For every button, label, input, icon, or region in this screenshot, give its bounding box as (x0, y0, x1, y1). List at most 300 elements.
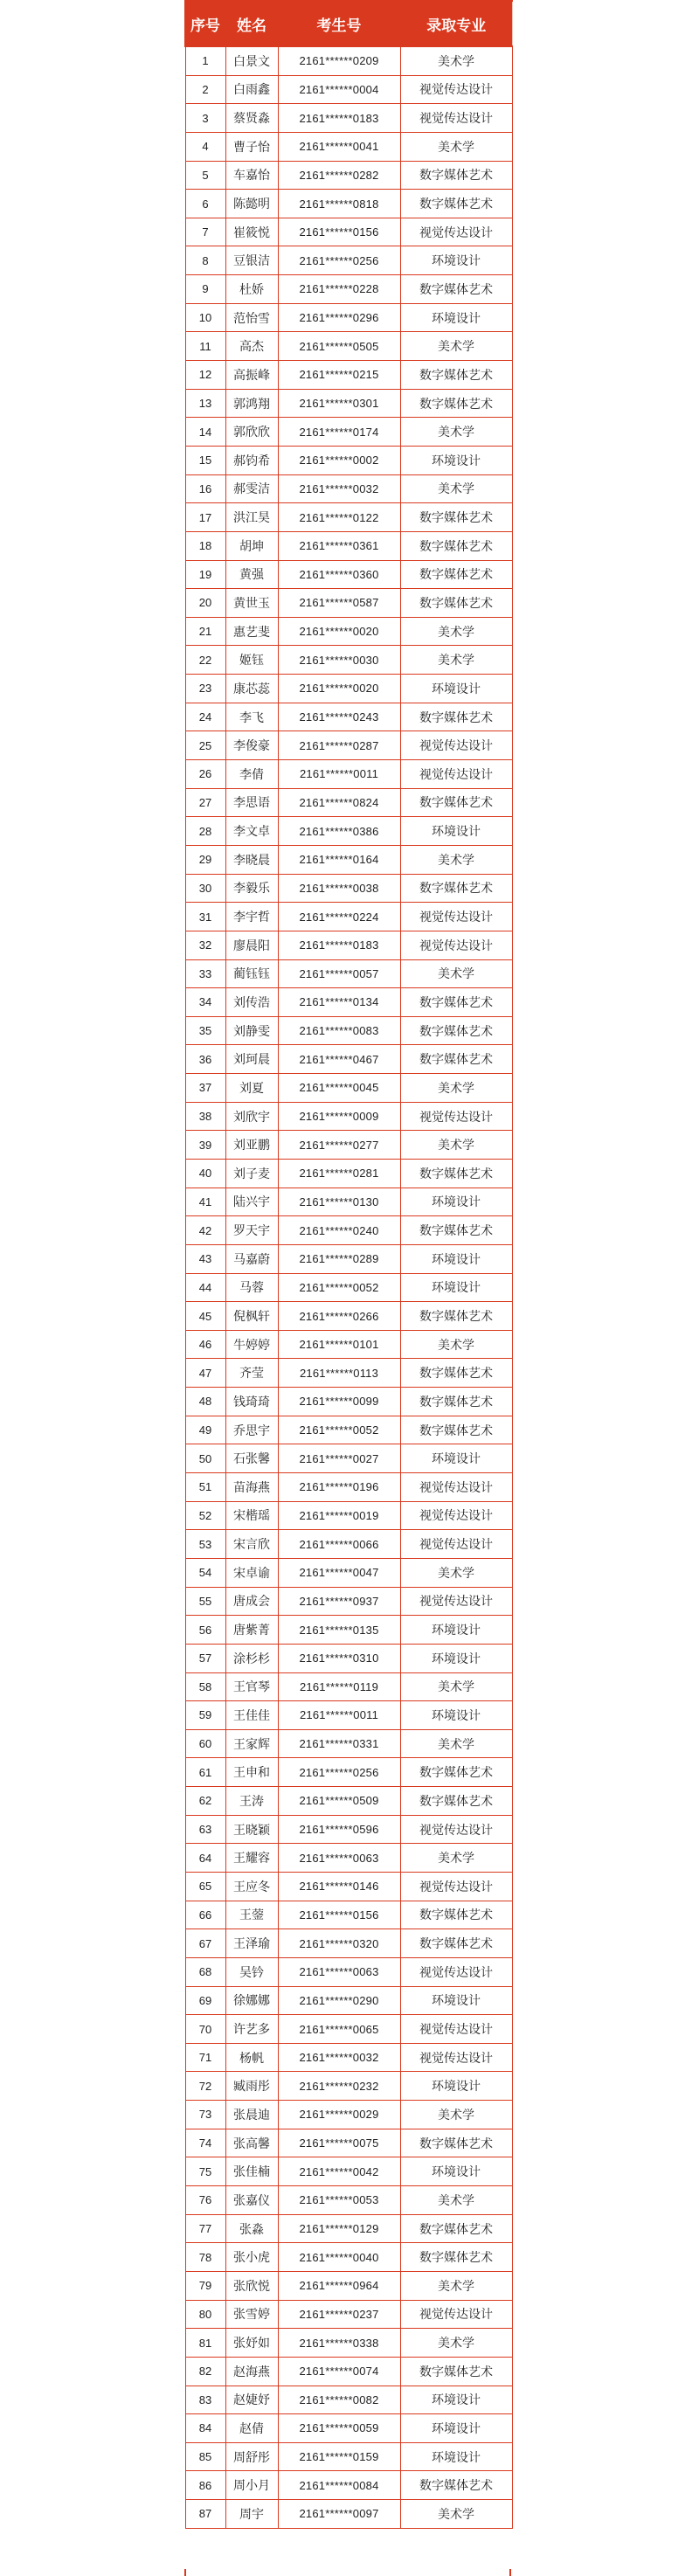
row-index: 5 (185, 161, 225, 190)
exam-id: 2161******0287 (278, 731, 400, 760)
major: 视觉传达设计 (400, 218, 512, 246)
row-index: 50 (185, 1444, 225, 1473)
major: 数字媒体艺术 (400, 190, 512, 218)
student-name: 周小月 (225, 2471, 278, 2500)
exam-id: 2161******0011 (278, 760, 400, 789)
table-row (185, 2271, 512, 2300)
exam-id: 2161******0074 (278, 2357, 400, 2386)
row-index: 12 (185, 361, 225, 390)
exam-id: 2161******0075 (278, 2129, 400, 2157)
header-index: 序号 (185, 1, 225, 46)
row-index: 87 (185, 2500, 225, 2529)
student-name: 倪枫轩 (225, 1302, 278, 1331)
row-index: 39 (185, 1131, 225, 1160)
row-index: 59 (185, 1701, 225, 1730)
major: 环境设计 (400, 1644, 512, 1672)
major: 数字媒体艺术 (400, 703, 512, 731)
table-row (185, 1701, 512, 1730)
major: 美术学 (400, 2271, 512, 2300)
student-name: 臧雨彤 (225, 2072, 278, 2101)
student-name: 王申和 (225, 1758, 278, 1787)
student-name: 李倩 (225, 760, 278, 789)
student-name: 高振峰 (225, 361, 278, 390)
student-name: 曹子怡 (225, 132, 278, 161)
table-row (185, 788, 512, 817)
table-row (185, 1330, 512, 1359)
table-row (185, 2357, 512, 2386)
student-name: 赵婕妤 (225, 2386, 278, 2414)
major: 数字媒体艺术 (400, 1216, 512, 1245)
row-index: 4 (185, 132, 225, 161)
exam-id: 2161******0159 (278, 2442, 400, 2471)
exam-id: 2161******0596 (278, 1815, 400, 1844)
major: 数字媒体艺术 (400, 1159, 512, 1188)
row-index: 60 (185, 1729, 225, 1758)
major: 数字媒体艺术 (400, 788, 512, 817)
table-row (185, 1901, 512, 1929)
row-index: 21 (185, 617, 225, 646)
row-index: 30 (185, 874, 225, 903)
table-row (185, 1986, 512, 2015)
row-index: 67 (185, 1929, 225, 1958)
row-index: 63 (185, 1815, 225, 1844)
exam-id: 2161******0256 (278, 1758, 400, 1787)
table-row (185, 1302, 512, 1331)
major: 数字媒体艺术 (400, 2243, 512, 2272)
table-row (185, 1587, 512, 1616)
exam-id: 2161******0065 (278, 2015, 400, 2044)
row-index: 43 (185, 1244, 225, 1273)
row-index: 9 (185, 275, 225, 304)
table-row (185, 617, 512, 646)
exam-id: 2161******0386 (278, 817, 400, 846)
row-index: 40 (185, 1159, 225, 1188)
row-index: 53 (185, 1530, 225, 1559)
row-index: 81 (185, 2329, 225, 2358)
student-name: 刘传浩 (225, 988, 278, 1017)
student-name: 赵海燕 (225, 2357, 278, 2386)
major: 美术学 (400, 1330, 512, 1359)
row-index: 54 (185, 1558, 225, 1587)
student-name: 王应冬 (225, 1873, 278, 1901)
row-index: 78 (185, 2243, 225, 2272)
row-index: 13 (185, 389, 225, 418)
exam-id: 2161******0146 (278, 1873, 400, 1901)
table-row (185, 303, 512, 332)
row-index: 41 (185, 1188, 225, 1216)
major: 美术学 (400, 46, 512, 75)
table-row (185, 817, 512, 846)
student-name: 范怡雪 (225, 303, 278, 332)
major: 美术学 (400, 2329, 512, 2358)
table-row (185, 560, 512, 589)
exam-id: 2161******0029 (278, 2101, 400, 2129)
row-index: 85 (185, 2442, 225, 2471)
row-index: 49 (185, 1416, 225, 1444)
exam-id: 2161******0361 (278, 531, 400, 560)
table-row (185, 1501, 512, 1530)
exam-id: 2161******0052 (278, 1416, 400, 1444)
exam-id: 2161******0057 (278, 959, 400, 988)
exam-id: 2161******0030 (278, 646, 400, 675)
row-index: 14 (185, 418, 225, 447)
exam-id: 2161******0135 (278, 1616, 400, 1645)
student-name: 崔筱悦 (225, 218, 278, 246)
student-name: 黄强 (225, 560, 278, 589)
major: 美术学 (400, 1844, 512, 1873)
major: 数字媒体艺术 (400, 1016, 512, 1045)
table-row (185, 1016, 512, 1045)
table-row (185, 589, 512, 618)
exam-id: 2161******0164 (278, 845, 400, 874)
major: 数字媒体艺术 (400, 1416, 512, 1444)
student-name: 廖晨阳 (225, 931, 278, 959)
student-name: 陆兴宇 (225, 1188, 278, 1216)
major: 数字媒体艺术 (400, 1901, 512, 1929)
exam-id: 2161******0038 (278, 874, 400, 903)
row-index: 73 (185, 2101, 225, 2129)
major: 美术学 (400, 2101, 512, 2129)
exam-id: 2161******0009 (278, 1102, 400, 1131)
table-row (185, 1416, 512, 1444)
student-name: 郝钧希 (225, 446, 278, 474)
table-row (185, 1844, 512, 1873)
exam-id: 2161******0063 (278, 1844, 400, 1873)
table-row (185, 2072, 512, 2101)
row-index: 68 (185, 1957, 225, 1986)
table-row (185, 1074, 512, 1103)
row-index: 37 (185, 1074, 225, 1103)
row-index: 82 (185, 2357, 225, 2386)
table-row (185, 104, 512, 133)
row-index: 3 (185, 104, 225, 133)
major: 美术学 (400, 617, 512, 646)
exam-id: 2161******0004 (278, 75, 400, 104)
row-index: 79 (185, 2271, 225, 2300)
table-row (185, 2043, 512, 2072)
major: 环境设计 (400, 1188, 512, 1216)
row-index: 2 (185, 75, 225, 104)
major: 美术学 (400, 132, 512, 161)
row-index: 83 (185, 2386, 225, 2414)
exam-id: 2161******0183 (278, 104, 400, 133)
table-row (185, 446, 512, 474)
table-row (185, 1131, 512, 1160)
student-name: 李飞 (225, 703, 278, 731)
exam-id: 2161******0289 (278, 1244, 400, 1273)
table-row (185, 845, 512, 874)
student-name: 王晓颖 (225, 1815, 278, 1844)
major: 环境设计 (400, 2414, 512, 2443)
table-row (185, 1216, 512, 1245)
table-row (185, 1873, 512, 1901)
row-index: 84 (185, 2414, 225, 2443)
exam-id: 2161******0266 (278, 1302, 400, 1331)
table-row (185, 731, 512, 760)
row-index: 6 (185, 190, 225, 218)
major: 数字媒体艺术 (400, 2214, 512, 2243)
exam-id: 2161******0002 (278, 446, 400, 474)
student-name: 李思语 (225, 788, 278, 817)
row-index: 61 (185, 1758, 225, 1787)
major: 视觉传达设计 (400, 1102, 512, 1131)
exam-id: 2161******0320 (278, 1929, 400, 1958)
exam-id: 2161******0052 (278, 1273, 400, 1302)
student-name: 石张馨 (225, 1444, 278, 1473)
student-name: 惠艺斐 (225, 617, 278, 646)
exam-id: 2161******0063 (278, 1957, 400, 1986)
student-name: 张小虎 (225, 2243, 278, 2272)
student-name: 李晓晨 (225, 845, 278, 874)
exam-id: 2161******0101 (278, 1330, 400, 1359)
row-index: 55 (185, 1587, 225, 1616)
row-index: 10 (185, 303, 225, 332)
exam-id: 2161******0113 (278, 1359, 400, 1388)
row-index: 18 (185, 531, 225, 560)
major: 数字媒体艺术 (400, 2129, 512, 2157)
major: 美术学 (400, 418, 512, 447)
exam-id: 2161******0824 (278, 788, 400, 817)
student-name: 胡坤 (225, 531, 278, 560)
student-name: 乔思宇 (225, 1416, 278, 1444)
row-index: 23 (185, 675, 225, 703)
major: 环境设计 (400, 303, 512, 332)
exam-id: 2161******0040 (278, 2243, 400, 2272)
row-index: 36 (185, 1045, 225, 1074)
exam-id: 2161******0027 (278, 1444, 400, 1473)
exam-id: 2161******0047 (278, 1558, 400, 1587)
table-row (185, 132, 512, 161)
table-row (185, 46, 512, 75)
exam-id: 2161******0119 (278, 1672, 400, 1701)
table-row (185, 2214, 512, 2243)
table-row (185, 2414, 512, 2443)
major: 数字媒体艺术 (400, 1929, 512, 1958)
exam-id: 2161******0129 (278, 2214, 400, 2243)
exam-id: 2161******0964 (278, 2271, 400, 2300)
table-row (185, 2471, 512, 2500)
major: 数字媒体艺术 (400, 275, 512, 304)
student-name: 涂杉杉 (225, 1644, 278, 1672)
student-name: 蔡贤淼 (225, 104, 278, 133)
exam-id: 2161******0099 (278, 1388, 400, 1416)
student-name: 刘亚鹏 (225, 1131, 278, 1160)
major: 美术学 (400, 1074, 512, 1103)
table-header (185, 1, 512, 46)
table-row (185, 675, 512, 703)
major: 视觉传达设计 (400, 2300, 512, 2329)
major: 视觉传达设计 (400, 903, 512, 931)
row-index: 47 (185, 1359, 225, 1388)
table-row (185, 1473, 512, 1502)
major: 环境设计 (400, 2442, 512, 2471)
major: 美术学 (400, 845, 512, 874)
student-name: 马蓉 (225, 1273, 278, 1302)
table-row (185, 2329, 512, 2358)
table-row (185, 2186, 512, 2215)
student-name: 陈懿明 (225, 190, 278, 218)
student-name: 姬钰 (225, 646, 278, 675)
row-index: 58 (185, 1672, 225, 1701)
exam-id: 2161******0224 (278, 903, 400, 931)
row-index: 34 (185, 988, 225, 1017)
major: 视觉传达设计 (400, 1873, 512, 1901)
row-index: 8 (185, 246, 225, 275)
exam-id: 2161******0296 (278, 303, 400, 332)
row-index: 76 (185, 2186, 225, 2215)
student-name: 刘静雯 (225, 1016, 278, 1045)
major: 数字媒体艺术 (400, 1045, 512, 1074)
major: 视觉传达设计 (400, 1957, 512, 1986)
major: 环境设计 (400, 246, 512, 275)
major: 数字媒体艺术 (400, 2471, 512, 2500)
student-name: 蔺钰钰 (225, 959, 278, 988)
student-name: 豆银洁 (225, 246, 278, 275)
major: 美术学 (400, 332, 512, 361)
exam-id: 2161******0059 (278, 2414, 400, 2443)
student-name: 齐莹 (225, 1359, 278, 1388)
student-name: 吴钤 (225, 1957, 278, 1986)
row-index: 17 (185, 503, 225, 532)
table-row (185, 389, 512, 418)
major: 视觉传达设计 (400, 104, 512, 133)
student-name: 李毅乐 (225, 874, 278, 903)
student-name: 苗海燕 (225, 1473, 278, 1502)
major: 数字媒体艺术 (400, 589, 512, 618)
student-name: 王官琴 (225, 1672, 278, 1701)
student-name: 宋言欣 (225, 1530, 278, 1559)
student-name: 黄世玉 (225, 589, 278, 618)
exam-id: 2161******0282 (278, 161, 400, 190)
exam-id: 2161******0243 (278, 703, 400, 731)
student-name: 郭欣欣 (225, 418, 278, 447)
exam-id: 2161******0156 (278, 1901, 400, 1929)
row-index: 11 (185, 332, 225, 361)
student-name: 刘珂晨 (225, 1045, 278, 1074)
exam-id: 2161******0084 (278, 2471, 400, 2500)
table-row (185, 2500, 512, 2529)
exam-id: 2161******0277 (278, 1131, 400, 1160)
table-row (185, 1102, 512, 1131)
row-index: 20 (185, 589, 225, 618)
exam-id: 2161******0818 (278, 190, 400, 218)
table-row (185, 646, 512, 675)
row-index: 70 (185, 2015, 225, 2044)
major: 环境设计 (400, 1701, 512, 1730)
table-row (185, 1244, 512, 1273)
student-name: 宋楷瑶 (225, 1501, 278, 1530)
table-row (185, 1758, 512, 1787)
major: 环境设计 (400, 817, 512, 846)
row-index: 48 (185, 1388, 225, 1416)
exam-id: 2161******0032 (278, 474, 400, 503)
table-row (185, 531, 512, 560)
row-index: 16 (185, 474, 225, 503)
student-name: 钱琦琦 (225, 1388, 278, 1416)
exam-id: 2161******0032 (278, 2043, 400, 2072)
major: 环境设计 (400, 1273, 512, 1302)
table-row (185, 418, 512, 447)
exam-id: 2161******0237 (278, 2300, 400, 2329)
table-row (185, 988, 512, 1017)
major: 美术学 (400, 474, 512, 503)
student-name: 王泽瑜 (225, 1929, 278, 1958)
exam-id: 2161******0310 (278, 1644, 400, 1672)
table-row (185, 703, 512, 731)
table-row (185, 1644, 512, 1672)
student-name: 康芯蕊 (225, 675, 278, 703)
table-row (185, 161, 512, 190)
major: 美术学 (400, 1131, 512, 1160)
table-row (185, 1815, 512, 1844)
table-row (185, 2129, 512, 2157)
student-name: 赵倩 (225, 2414, 278, 2443)
major: 环境设计 (400, 1244, 512, 1273)
row-index: 71 (185, 2043, 225, 2072)
exam-id: 2161******0196 (278, 1473, 400, 1502)
row-index: 42 (185, 1216, 225, 1245)
row-index: 33 (185, 959, 225, 988)
header-name: 姓名 (225, 1, 278, 46)
exam-id: 2161******0082 (278, 2386, 400, 2414)
row-index: 74 (185, 2129, 225, 2157)
exam-id: 2161******0156 (278, 218, 400, 246)
major: 美术学 (400, 1729, 512, 1758)
major: 视觉传达设计 (400, 1587, 512, 1616)
row-index: 44 (185, 1273, 225, 1302)
student-name: 张淼 (225, 2214, 278, 2243)
row-index: 46 (185, 1330, 225, 1359)
exam-id: 2161******0281 (278, 1159, 400, 1188)
exam-id: 2161******0130 (278, 1188, 400, 1216)
table-row (185, 903, 512, 931)
exam-id: 2161******0066 (278, 1530, 400, 1559)
major: 数字媒体艺术 (400, 1359, 512, 1388)
student-name: 王耀容 (225, 1844, 278, 1873)
student-name: 刘欣宇 (225, 1102, 278, 1131)
table-row (185, 1929, 512, 1958)
student-name: 高杰 (225, 332, 278, 361)
table-row (185, 931, 512, 959)
table-row (185, 246, 512, 275)
row-index: 69 (185, 1986, 225, 2015)
table-row (185, 332, 512, 361)
student-name: 宋卓谕 (225, 1558, 278, 1587)
major: 数字媒体艺术 (400, 161, 512, 190)
admission-table (184, 0, 513, 2529)
major: 视觉传达设计 (400, 1815, 512, 1844)
exam-id: 2161******0240 (278, 1216, 400, 1245)
row-index: 75 (185, 2157, 225, 2186)
exam-id: 2161******0020 (278, 617, 400, 646)
major: 美术学 (400, 1558, 512, 1587)
major: 视觉传达设计 (400, 75, 512, 104)
student-name: 唐成会 (225, 1587, 278, 1616)
major: 数字媒体艺术 (400, 2357, 512, 2386)
student-name: 张嘉仪 (225, 2186, 278, 2215)
exam-id: 2161******0053 (278, 2186, 400, 2215)
major: 美术学 (400, 646, 512, 675)
student-name: 牛婷婷 (225, 1330, 278, 1359)
row-index: 80 (185, 2300, 225, 2329)
exam-id: 2161******0215 (278, 361, 400, 390)
row-index: 52 (185, 1501, 225, 1530)
exam-id: 2161******0505 (278, 332, 400, 361)
major: 数字媒体艺术 (400, 1787, 512, 1816)
table-row (185, 1530, 512, 1559)
table-row (185, 503, 512, 532)
exam-id: 2161******0228 (278, 275, 400, 304)
